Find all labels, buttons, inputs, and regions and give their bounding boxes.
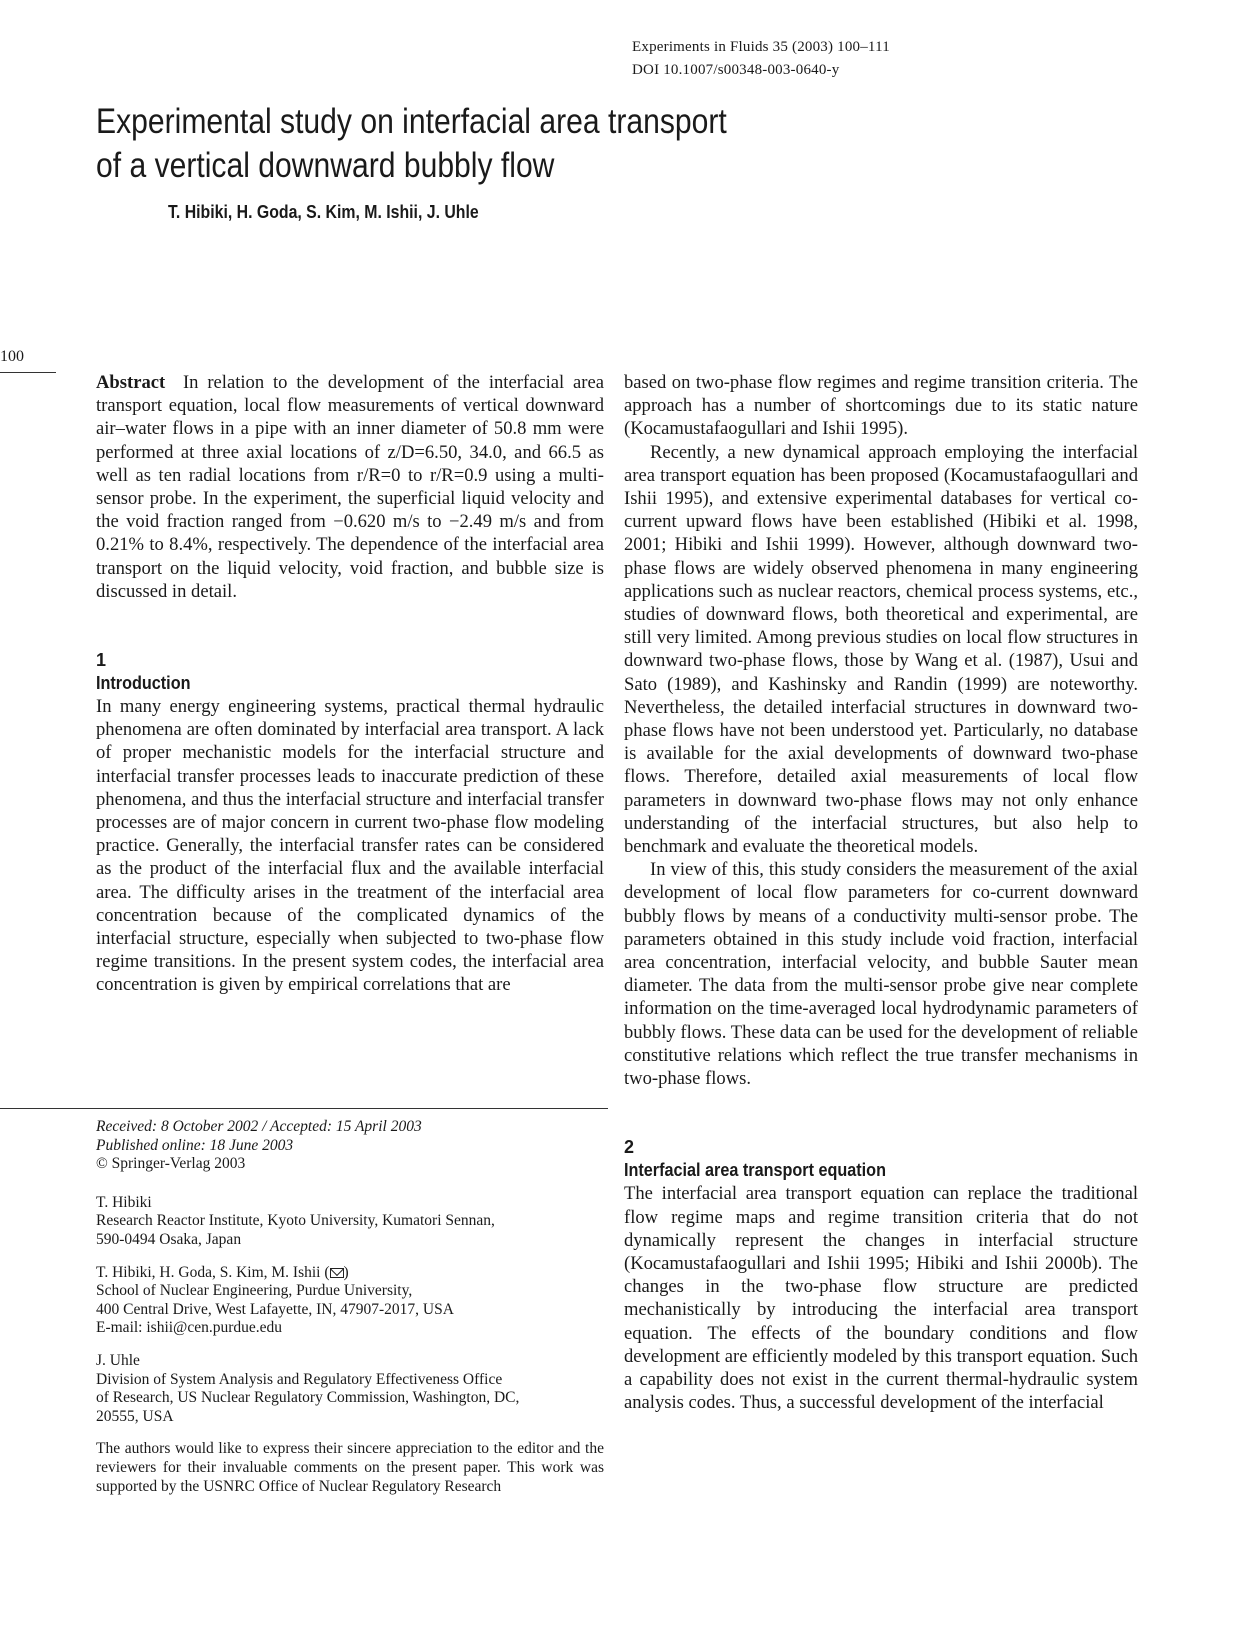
right-paragraph-3: In view of this, this study considers the measurement of the axial development of local flow parameters for co-current downward bubbly flows by means of a conductivity multi-sensor probe. The parameters obtained in this study include void fraction, interfacial area concentration, interfacial velocity, and bubble Sauter mean diameter. The data from the multi-sensor probe give near complete information on the time-averaged local hydrodynamic parameters of bubbly flows. These data can be used for the development of reliable constitutive relations which reflect the true transfer mechanisms in two-phase flows.	[624, 859, 1138, 1090]
right-paragraph-continued: based on two-phase flow regimes and regime transition criteria. The approach has a number of shortcomings due to its static nature (Kocamustafaogullari and Ishii 1995).	[624, 372, 1138, 440]
affiliation-1-line-1: Research Reactor Institute, Kyoto University, Kumatori Sennan,	[96, 1212, 495, 1230]
corresponding-email: E-mail: ishii@cen.purdue.edu	[96, 1319, 283, 1337]
journal-doi: DOI 10.1007/s00348-003-0640-y	[632, 62, 840, 78]
affiliation-3	[96, 1352, 604, 1426]
abstract-text: In relation to the development of the interfacial area transport equation, local flow measurements of vertical downward air–water flows in a pipe with an inner diameter of 50.8 mm were performed at three axial locations of z/D=6.50, 34.0, and 66.5 as well as ten radial locations from r/R=0 to r/R=0.9 using a multi-sensor probe. In the experiment, the superficial liquid velocity and the void fraction ranged from −0.620 m/s to −2.49 m/s and from 0.21% to 8.4%, respectively. The dependence of the interfacial area transport on the liquid velocity, void fraction, and bubble size is discussed in detail.	[96, 372, 604, 602]
section-2-heading: Interfacial area transport equation	[624, 1160, 886, 1181]
journal-citation: Experiments in Fluids 35 (2003) 100–111	[632, 39, 890, 55]
intro-paragraph: In many energy engineering systems, practical thermal hydraulic phenomena are often dominated by interfacial area transport. A lack of proper mechanistic models for the interfacial structure and interfacial transfer processes leads to inaccurate prediction of these phenomena, and thus the interfacial structure and interfacial transfer processes are of major concern in current two-phase flow modeling practice. Generally, the interfacial transfer rates can be considered as the product of the interfacial flux and the available interfacial area. The difficulty arises in the treatment of the interfacial area concentration because of the complicated dynamics of the interfacial structure, especially when subjected to two-phase flow regime transitions. In the present system codes, the interfacial area concentration is given by empirical correlations that are	[96, 696, 604, 996]
affiliation-3-line-1: Division of System Analysis and Regulatory Effectiveness Office	[96, 1370, 503, 1388]
abstract-label: Abstract	[96, 372, 166, 393]
page-number-rule	[0, 372, 56, 373]
right-paragraph-2: Recently, a new dynamical approach employing the interfacial area transport equation has been proposed (Kocamustafaogullari and Ishii 1995), and extensive experimental databases for vertical co-current upward flows have been established (Hibiki et al. 1998, 2001; Hibiki and Ishii 1999). However, although downward two-phase flows are widely observed phenomena in many engineering applications such as nuclear reactors, chemical process systems, etc., studies of downward flows, both theoretical and experimental, are still very limited. Among previous studies on local flow structures in downward two-phase flows, those by Wang et al. (1987), Usui and Sato (1989), and Kashinsky and Randin (1999) are noteworthy. Nevertheless, the detailed interfacial structures in downward two-phase flows have not been understood yet. Particularly, no database is available for the axial developments of downward two-phase flows. Therefore, detailed axial measurements of local flow parameters in downward two-phase flows may not only enhance understanding of the interfacial structures, but also help to benchmark and evaluate the theoretical models.	[624, 441, 1138, 858]
received-dates: Received: 8 October 2002 / Accepted: 15 April 2003	[96, 1118, 422, 1135]
section-2-paragraph: The interfacial area transport equation can replace the traditional flow regime maps and regime transition criteria that do not dynamically represent the changes in interfacial structure (Kocamustafaogullari and Ishii 1995; Hibiki and Ishii 2000b). The changes in the two-phase flow structure are predicted mechanistically by introducing the interfacial area transport equation. The effects of the boundary conditions and flow development are efficiently modeled by this transport equation. Such a capability does not exist in the current thermal-hydraulic system analysis codes. Thus, a successful development of the interfacial	[624, 1183, 1138, 1414]
envelope-icon	[330, 1268, 344, 1278]
left-column	[96, 371, 604, 997]
acknowledgement: The authors would like to express their sincere appreciation to the editor and the reviewers for their invaluable comments on the present paper. This work was supported by the USNRC Office of Nuclear Regulatory Research	[96, 1440, 604, 1495]
affiliation-3-name: J. Uhle	[96, 1351, 140, 1369]
page-number: 100	[0, 348, 24, 365]
affiliation-1	[96, 1194, 604, 1250]
affiliation-2-line-2: 400 Central Drive, West Lafayette, IN, 47907-2017, USA	[96, 1300, 454, 1318]
article-title	[96, 100, 750, 188]
affiliation-2-author-names: T. Hibiki, H. Goda, S. Kim, M. Ishii (	[96, 1263, 330, 1281]
affiliation-2-names	[96, 1264, 604, 1283]
affiliation-1-name: T. Hibiki	[96, 1193, 152, 1211]
affiliation-2-line-1: School of Nuclear Engineering, Purdue University,	[96, 1282, 413, 1300]
affiliation-2-close-paren: )	[343, 1263, 349, 1281]
affiliation-3-line-2: of Research, US Nuclear Regulatory Commission, Washington, DC,	[96, 1389, 520, 1407]
journal-header	[632, 36, 890, 82]
title-line-1: Experimental study on interfacial area transport	[96, 102, 727, 141]
affiliation-2	[96, 1264, 604, 1338]
article-metadata	[96, 1118, 604, 1496]
affiliation-1-line-2: 590-0494 Osaka, Japan	[96, 1230, 242, 1248]
section-1-heading: Introduction	[96, 673, 191, 694]
section-2-number: 2	[624, 1137, 635, 1158]
copyright-notice: © Springer-Verlag 2003	[96, 1155, 246, 1173]
published-date: Published online: 18 June 2003	[96, 1136, 294, 1154]
affiliation-3-line-3: 20555, USA	[96, 1407, 174, 1425]
section-1-number: 1	[96, 650, 107, 671]
title-line-2: of a vertical downward bubbly flow	[96, 146, 555, 185]
abstract	[96, 371, 604, 603]
footnote-rule	[0, 1108, 608, 1109]
author-list: T. Hibiki, H. Goda, S. Kim, M. Ishii, J. Uhle	[168, 202, 479, 222]
right-column	[624, 371, 1138, 1414]
